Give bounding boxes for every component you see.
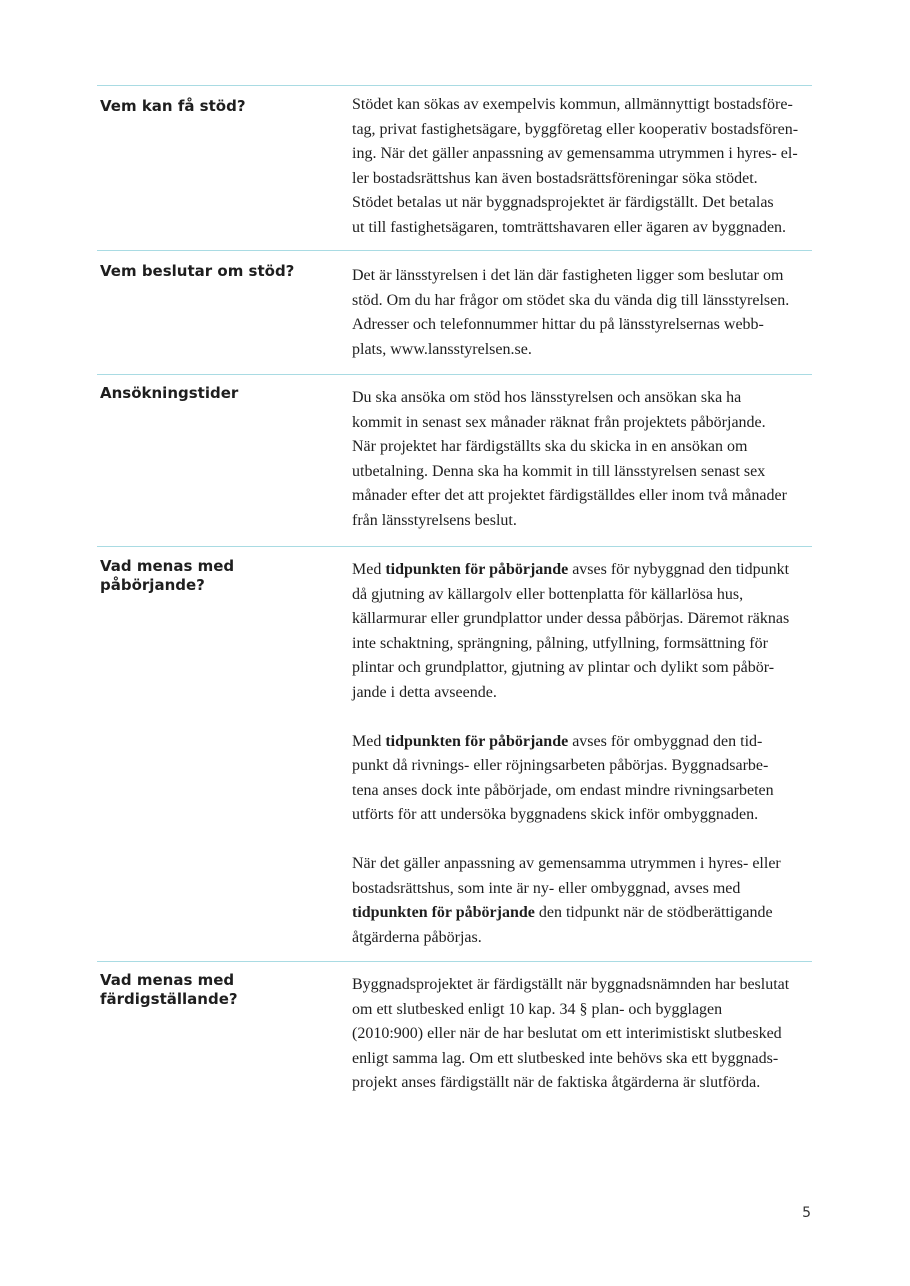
answer-line: tena anses dock inte påbörjade, om endast mindre rivningsarbeten [352,781,774,799]
bold-term: tidpunkten för påbörjande [385,561,569,578]
answer-text-run: den tidpunkt när de stödberättigande [534,904,773,921]
answer-text [352,93,814,240]
answer-line: om ett slutbesked enligt 10 kap. 34 § plan- och bygglagen [352,1000,723,1018]
answer-line: projekt anses färdigställt när de faktiska åtgärderna är slutförda. [352,1074,761,1091]
answer-line: ler bostadsrättshus kan även bostadsrättsföreningar söka stödet. [352,169,758,187]
answer-line: jande i detta avseende. [352,683,497,701]
section-divider [97,85,812,86]
question-heading: Vad menas med påbörjande? [100,557,235,594]
answer-line: då gjutning av källargolv eller bottenplatta för källarlösa hus, [352,585,744,603]
answer-line: Stödet betalas ut när byggnadsprojektet är färdigställt. Det betalas [352,194,774,211]
answer-line: källarmurar eller grundplattor under dessa påbörjas. Däremot räknas [352,610,790,627]
answer-line: ut till fastighetsägaren, tomträttshavaren eller ägaren av byggnaden. [352,218,787,236]
answer-line: bostadsrättshus, som inte är ny- eller ombyggnad, avses med [352,879,741,897]
answer-line: När det gäller anpassning av gemensamma utrymmen i hyres- eller [352,855,781,872]
answer-line: kommit in senast sex månader räknat från projektets påbörjande. [352,413,766,431]
answer-text-run: avses för ombyggnad den tid- [568,732,763,750]
section-divider [97,374,812,375]
answer-line [352,558,814,583]
answer-line: Stödet kan sökas av exempelvis kommun, allmännyttigt bostadsföre- [352,96,793,113]
answer-line: enligt samma lag. Om ett slutbesked inte behövs ska ett byggnads- [352,1049,779,1067]
answer-line: stöd. Om du har frågor om stödet ska du vända dig till länsstyrelsen. [352,291,790,309]
answer-line: ing. När det gäller anpassning av gemensamma utrymmen i hyres- el- [352,145,798,162]
answer-line: Du ska ansöka om stöd hos länsstyrelsen och ansökan ska ha [352,389,742,406]
bold-term: tidpunkten för påbörjande [352,904,535,921]
question-heading [100,971,340,1009]
answer-line: utförts för att undersöka byggnadens skick inför ombyggnaden. [352,806,759,823]
answer-text-run: Med [352,561,386,578]
answer-line: plats, www.lansstyrelsen.se. [352,340,532,358]
answer-line: (2010:900) eller när de har beslutat om ett interimistiskt slutbesked [352,1025,782,1042]
bold-term: tidpunkten för påbörjande [385,732,569,750]
question-line: Vad menas med [100,971,235,989]
question-heading: Vem kan få stöd? [100,97,246,115]
answer-text-run: Med [352,732,386,750]
answer-line: Adresser och telefonnummer hittar du på länsstyrelsernas webb- [352,316,764,333]
answer-text [352,264,814,362]
section-divider [97,250,812,251]
answer-line: utbetalning. Denna ska ha kommit in till länsstyrelsen senast sex [352,462,766,480]
answer-text [352,973,814,1096]
page-number: 5 [802,1205,811,1221]
section-divider [97,546,812,547]
answer-line [352,730,814,755]
paragraph-gap [352,828,814,853]
paragraph-gap [352,705,814,730]
answer-line: från länsstyrelsens beslut. [352,511,517,529]
question-line: färdigställande? [100,990,238,1008]
answer-line [352,901,814,926]
section-divider [97,961,812,962]
question-heading: Vem beslutar om stöd? [100,262,295,280]
answer-line: punkt då rivnings- eller röjningsarbeten påbörjas. Byggnadsarbe- [352,757,769,774]
answer-text-run: avses för nybyggnad den tidpunkt [568,561,790,578]
answer-text [352,558,814,950]
answer-line: Det är länsstyrelsen i det län där fastigheten ligger som beslutar om [352,267,784,284]
answer-line: åtgärderna påbörjas. [352,928,482,946]
answer-line: plintar och grundplattor, gjutning av plintar och dylikt som påbör- [352,659,775,676]
answer-line: Byggnadsprojektet är färdigställt när byggnadsnämnden har beslutat [352,976,790,993]
answer-text [352,386,814,533]
answer-line: tag, privat fastighetsägare, byggföretag eller kooperativ bostadsfören- [352,120,799,138]
question-heading: Ansökningstider [100,384,239,402]
answer-line: inte schaktning, sprängning, pålning, utfyllning, formsättning för [352,634,768,652]
answer-line: När projektet har färdigställts ska du skicka in en ansökan om [352,438,748,455]
answer-line: månader efter det att projektet färdigställdes eller inom två månader [352,487,787,504]
